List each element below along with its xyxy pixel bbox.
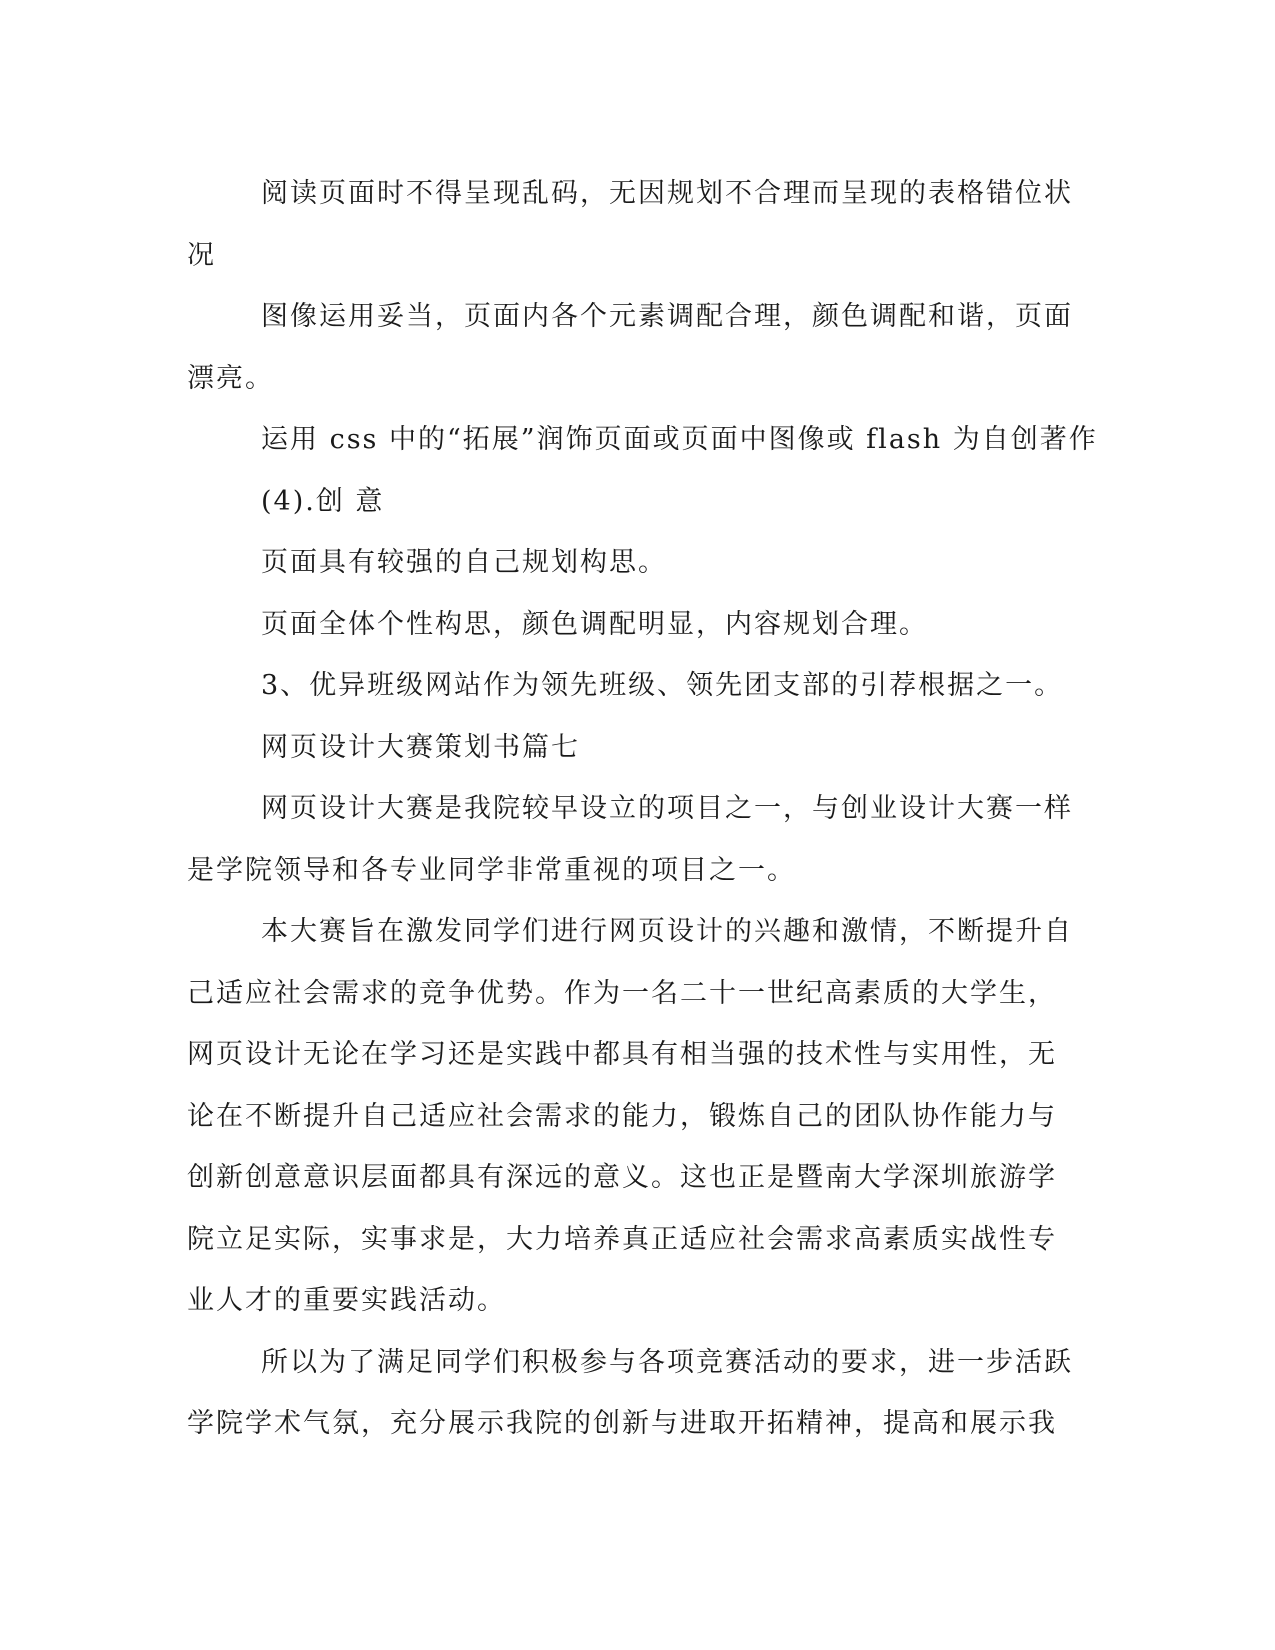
document-body [187,163,1098,1455]
text-line: 页面具有较强的自己规划构思。 [261,547,667,578]
text-line: 业人才的重要实践活动。 [187,1285,506,1316]
text-line: 创新创意意识层面都具有深远的意义。这也正是暨南大学深圳旅游学 [187,1162,1057,1193]
text-line: 漂亮。 [187,362,274,394]
text-line: 阅读页面时不得呈现乱码，无因规划不合理而呈现的表格错位状 [261,178,1073,209]
text-line: 网页设计无论在学习还是实践中都具有相当强的技术性与实用性，无 [187,1039,1057,1070]
text-line: 本大赛旨在激发同学们进行网页设计的兴趣和激情，不断提升自 [261,916,1073,947]
text-line: 己适应社会需求的竞争优势。作为一名二十一世纪高素质的大学生， [187,977,1057,1009]
text-line: 况 [187,239,216,271]
text-line: 页面全体个性构思，颜色调配明显，内容规划合理。 [261,608,928,640]
text-line: 网页设计大赛是我院较早设立的项目之一，与创业设计大赛一样 [261,793,1073,824]
text-line: 论在不断提升自己适应社会需求的能力，锻炼自己的团队协作能力与 [187,1100,1057,1132]
text-line: 是学院领导和各专业同学非常重视的项目之一。 [187,854,796,886]
section-heading: 网页设计大赛策划书篇七 [261,731,580,763]
text-line: 3、优异班级网站作为领先班级、领先团支部的引荐根据之一。 [261,670,1064,701]
text-line: 图像运用妥当，页面内各个元素调配合理，颜色调配和谐，页面 [261,301,1073,332]
text-line: 所以为了满足同学们积极参与各项竞赛活动的要求，进一步活跃 [261,1346,1073,1378]
text-line: 学院学术气氛，充分展示我院的创新与进取开拓精神，提高和展示我 [187,1408,1057,1439]
section-heading: (4).创 意 [261,485,385,517]
text-line: 院立足实际，实事求是，大力培养真正适应社会需求高素质实战性专 [187,1223,1057,1255]
text-line: 运用 css 中的“拓展”润饰页面或页面中图像或 flash 为自创著作 [261,424,1098,455]
